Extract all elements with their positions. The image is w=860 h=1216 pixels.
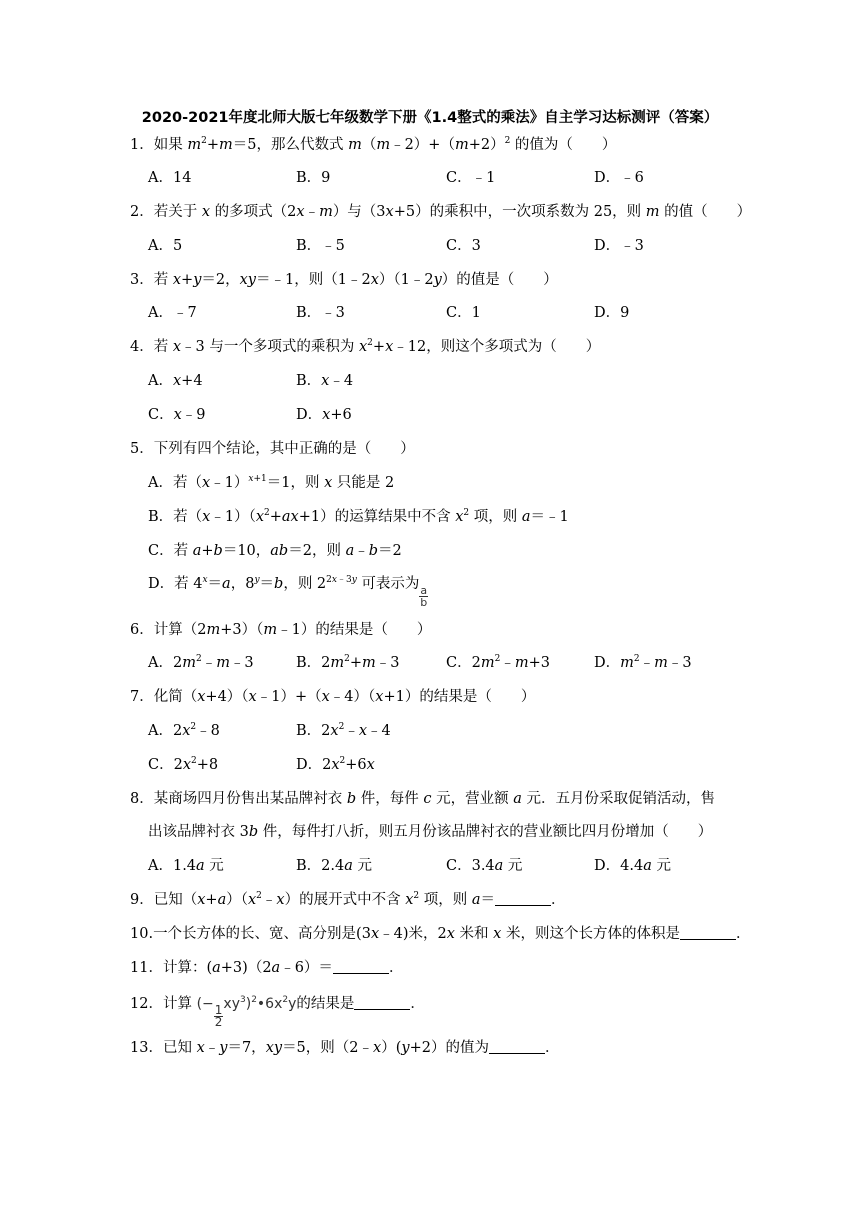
q7-option-b[interactable]: B．$2x^2﹣x﹣4$	[296, 722, 391, 739]
answer-blank[interactable]	[354, 997, 410, 1010]
page-title: 2020-2021年度北师大版七年级数学下册《1.4整式的乘法》自主学习达标测评（答案）	[141, 110, 719, 126]
answer-blank[interactable]	[489, 1041, 545, 1054]
question-7: 7．化简（x+4）（x﹣1）+（x﹣4）（x+1）的结果是（ ）	[130, 689, 536, 705]
q4-option-b[interactable]: B．x﹣4	[296, 373, 354, 389]
q6-option-a[interactable]: A．$2m^2﹣m﹣3$	[148, 654, 254, 671]
q3-option-c[interactable]: C．1	[446, 305, 481, 321]
q8-option-b[interactable]: B．2.4a 元	[296, 858, 372, 874]
question-1: 1．如果 $m^2+m=5$，那么代数式 $m(m﹣2)+(m+2)^2$ 的值为（ ）	[130, 136, 617, 153]
q5-option-b[interactable]: B．若$(x﹣1)(x^2+ax+1)$的运算结果中不含 $x^2$ 项，则 a＝﹣1	[148, 508, 569, 525]
question-8: 8．某商场四月份售出某品牌衬衣 b 件，每件 c 元，营业额 a 元．五月份采取促销活动，售	[130, 791, 715, 807]
question-5: 5．下列有四个结论，其中正确的是（ ）	[130, 441, 415, 457]
answer-blank[interactable]	[680, 927, 736, 940]
q8-option-a[interactable]: A．1.4a 元	[148, 858, 224, 874]
q4-option-d[interactable]: D．x+6	[296, 407, 352, 423]
q7-option-a[interactable]: A．$2x^2﹣8$	[148, 722, 220, 739]
question-9: 9．已知$(x+a)(x^2﹣x)$的展开式中不含 $x^2$ 项，则 a＝ ．	[130, 891, 566, 908]
q3-option-a[interactable]: A．﹣7	[148, 305, 197, 321]
q2-option-b[interactable]: B．﹣5	[296, 238, 345, 254]
q1-option-a[interactable]: A．14	[148, 170, 192, 186]
q6-option-b[interactable]: B．$2m^2+m﹣3$	[296, 654, 400, 671]
q1-option-b[interactable]: B．9	[296, 170, 331, 186]
q6-option-d[interactable]: D．$m^2﹣m﹣3$	[594, 654, 692, 671]
q6-option-c[interactable]: C．$2m^2﹣m+3$	[446, 654, 550, 671]
q3-option-d[interactable]: D．9	[594, 305, 630, 321]
question-11: 11．计算：(a+3)（2a﹣6）＝ ．	[130, 960, 404, 976]
q4-option-c[interactable]: C．x﹣9	[148, 407, 206, 423]
q4-option-a[interactable]: A．x+4	[148, 373, 203, 389]
question-2: 2．若关于 x 的多项式（2x﹣m）与（3x+5）的乘积中，一次项系数为 25，则 m 的值（ ）	[130, 204, 752, 220]
q5-option-a[interactable]: A．若（x﹣1）$^{x+1}$＝1，则 x 只能是 2	[148, 474, 395, 491]
answer-blank[interactable]	[495, 893, 551, 906]
q1-option-d[interactable]: D．﹣6	[594, 170, 644, 186]
question-13: 13．已知 x﹣y＝7，xy＝5，则（2﹣x）(y+2）的值为 ．	[130, 1040, 560, 1056]
q7-option-d[interactable]: D．$2x^2+6x$	[296, 756, 375, 773]
fraction-a-over-b: $\frac{a}{b}$	[420, 584, 428, 609]
q5-option-d[interactable]: D．若 $4^x=a$，$8^y=b$，则 $2^{2x﹣3y}$ 可表示为 $\frac{a}{b}$	[148, 575, 428, 609]
q8-option-c[interactable]: C．3.4a 元	[446, 858, 523, 874]
q2-option-a[interactable]: A．5	[148, 238, 183, 254]
question-6: 6．计算（2m+3）（m﹣1）的结果是（ ）	[130, 622, 432, 638]
expression-image: (− $\frac{1}{2}$ $xy^3)^2•6x^2y$	[196, 995, 297, 1029]
q7-option-c[interactable]: C．$2x^2+8$	[148, 756, 219, 773]
answer-blank[interactable]	[333, 961, 389, 974]
q3-option-b[interactable]: B．﹣3	[296, 305, 345, 321]
q5-option-c[interactable]: C．若 a+b＝10，ab＝2，则 a﹣b＝2	[148, 543, 402, 559]
question-10: 10.一个长方体的长、宽、高分别是(3x﹣4)米，2x 米和 x 米，则这个长方体的体积是 ．	[130, 926, 751, 942]
question-3: 3．若 x+y＝2，xy＝﹣1，则（1﹣2x）（1﹣2y）的值是（ ）	[130, 272, 558, 288]
question-12: 12．计算 (− $\frac{1}{2}$ $xy^3)^2•6x^2y$的结果是 ．	[130, 995, 425, 1029]
q2-option-d[interactable]: D．﹣3	[594, 238, 644, 254]
question-8-cont: 出该品牌衬衣 3b 件，每件打八折，则五月份该品牌衬衣的营业额比四月份增加（ ）	[148, 824, 713, 840]
q2-option-c[interactable]: C．3	[446, 238, 481, 254]
question-4: 4．若 x﹣3 与一个多项式的乘积为 $x^2+x﹣12$，则这个多项式为（ ）	[130, 338, 601, 355]
q8-option-d[interactable]: D．4.4a 元	[594, 858, 671, 874]
q1-option-c[interactable]: C．﹣1	[446, 170, 496, 186]
